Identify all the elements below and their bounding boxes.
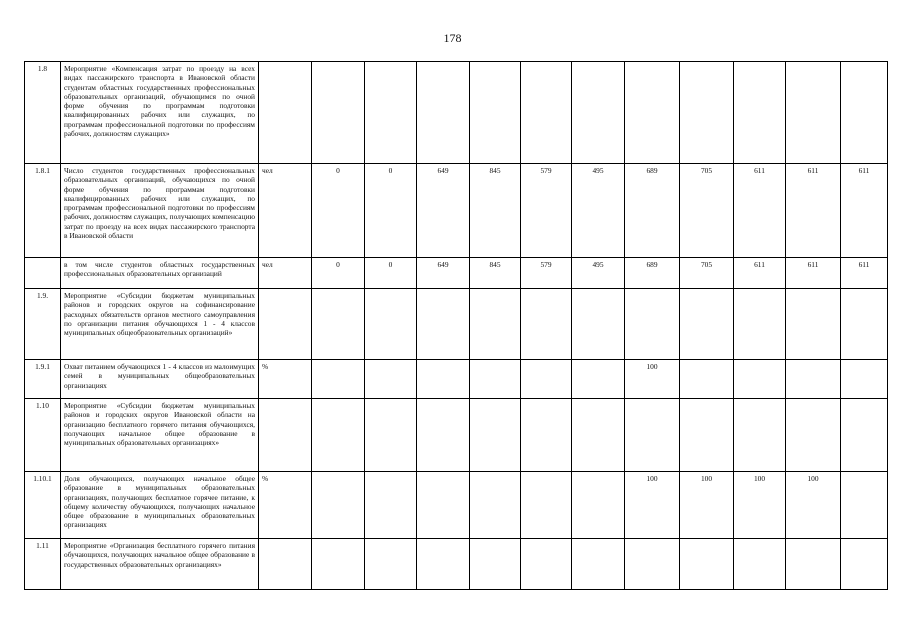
value-cell: 495: [572, 258, 625, 289]
value-cell: [312, 360, 365, 399]
value-cell: 0: [365, 164, 417, 258]
row-unit: [259, 399, 312, 472]
value-cell: [470, 399, 521, 472]
table-row: [25, 399, 888, 472]
row-number: 1.8: [25, 62, 61, 164]
value-cell: 611: [734, 164, 786, 258]
value-cell: [625, 62, 680, 164]
value-cell: 689: [625, 258, 680, 289]
value-cell: [625, 289, 680, 360]
table-row: [25, 360, 888, 399]
table-row: [25, 472, 888, 539]
page-number: 178: [443, 31, 462, 45]
value-cell: [417, 539, 470, 590]
value-cell: 100: [786, 472, 841, 539]
value-cell: [841, 472, 888, 539]
value-cell: [841, 360, 888, 399]
value-cell: [312, 289, 365, 360]
value-cell: [734, 539, 786, 590]
value-cell: 0: [312, 164, 365, 258]
value-cell: [572, 472, 625, 539]
value-cell: [680, 289, 734, 360]
value-cell: [312, 539, 365, 590]
value-cell: [365, 539, 417, 590]
value-cell: [312, 472, 365, 539]
value-cell: [734, 399, 786, 472]
value-cell: 100: [625, 360, 680, 399]
value-cell: 649: [417, 164, 470, 258]
value-cell: [521, 539, 572, 590]
value-cell: [680, 62, 734, 164]
value-cell: 0: [365, 258, 417, 289]
value-cell: [521, 399, 572, 472]
value-cell: 611: [841, 164, 888, 258]
value-cell: 845: [470, 164, 521, 258]
value-cell: [786, 360, 841, 399]
value-cell: [680, 539, 734, 590]
value-cell: [521, 472, 572, 539]
value-cell: [734, 62, 786, 164]
value-cell: [572, 360, 625, 399]
value-cell: 611: [786, 164, 841, 258]
value-cell: [521, 360, 572, 399]
row-description: Число студентов государственных профессиональных образовательных организаций, обучающихся по очной форме обучения по программам подготовки квалифицированных рабочих или служащих, по программам профессиональной подготовки по профессиям рабочих, должностям служащих, получающих компенсацию затрат по проезду на всех видах пассажирского транспорта в Ивановской области: [61, 164, 259, 258]
value-cell: [572, 539, 625, 590]
value-cell: 100: [680, 472, 734, 539]
table-row: [25, 164, 888, 258]
value-cell: [417, 399, 470, 472]
value-cell: 649: [417, 258, 470, 289]
row-number: 1.9.: [25, 289, 61, 360]
value-cell: [312, 399, 365, 472]
value-cell: [417, 472, 470, 539]
value-cell: [572, 62, 625, 164]
row-number: [25, 258, 61, 289]
value-cell: 579: [521, 164, 572, 258]
row-description: Охват питанием обучающихся 1 - 4 классов из малоимущих семей в муниципальных общеобразовательных организациях: [61, 360, 259, 399]
value-cell: [365, 62, 417, 164]
row-description: Мероприятие «Организация бесплатного горячего питания обучающихся, получающих начальное общее образование в государственных образовательных организациях»: [61, 539, 259, 590]
value-cell: [841, 539, 888, 590]
value-cell: 689: [625, 164, 680, 258]
row-number: 1.11: [25, 539, 61, 590]
value-cell: [417, 360, 470, 399]
value-cell: 611: [841, 258, 888, 289]
value-cell: 705: [680, 258, 734, 289]
value-cell: [470, 472, 521, 539]
row-description: Мероприятие «Компенсация затрат по проезду на всех видах пассажирского транспорта в Ивановской области студентам областных государственных профессиональных образовательных организаций, обучающимся по очной форме обучения по программам подготовки квалифицированных рабочих или служащих, по программам профессиональной подготовки по профессиям рабочих, должностям служащих»: [61, 62, 259, 164]
indicators-table: [24, 61, 888, 590]
value-cell: 611: [786, 258, 841, 289]
table-row: [25, 539, 888, 590]
value-cell: [365, 289, 417, 360]
value-cell: [470, 539, 521, 590]
value-cell: [417, 289, 470, 360]
value-cell: [680, 360, 734, 399]
row-number: 1.10: [25, 399, 61, 472]
value-cell: [521, 62, 572, 164]
row-description: Доля обучающихся, получающих начальное общее образование в муниципальных образовательных организациях, получающих бесплатное горячее питание, к общему количеству обучающихся, получающих начальное общее образование в муниципальных образовательных организациях: [61, 472, 259, 539]
row-unit: %: [259, 472, 312, 539]
row-number: 1.8.1: [25, 164, 61, 258]
row-unit: чел: [259, 258, 312, 289]
value-cell: [841, 289, 888, 360]
value-cell: 100: [625, 472, 680, 539]
value-cell: [572, 399, 625, 472]
value-cell: [680, 399, 734, 472]
value-cell: [625, 539, 680, 590]
value-cell: [312, 62, 365, 164]
value-cell: [734, 360, 786, 399]
value-cell: 0: [312, 258, 365, 289]
row-unit: [259, 289, 312, 360]
row-number: 1.9.1: [25, 360, 61, 399]
row-unit: %: [259, 360, 312, 399]
row-description: в том числе студентов областных государственных профессиональных образовательных организаций: [61, 258, 259, 289]
table-row: [25, 289, 888, 360]
row-unit: [259, 62, 312, 164]
value-cell: 100: [734, 472, 786, 539]
value-cell: [365, 360, 417, 399]
value-cell: [365, 472, 417, 539]
value-cell: 495: [572, 164, 625, 258]
row-description: Мероприятие «Субсидии бюджетам муниципальных районов и городских округов на софинансирование расходных обязательств органов местного самоуправления по организации питания обучающихся 1 - 4 классов муниципальных общеобразовательных организаций»: [61, 289, 259, 360]
value-cell: [734, 289, 786, 360]
value-cell: 845: [470, 258, 521, 289]
table-row: [25, 258, 888, 289]
table-row: [25, 62, 888, 164]
row-unit: чел: [259, 164, 312, 258]
value-cell: [786, 289, 841, 360]
value-cell: [786, 399, 841, 472]
value-cell: [841, 399, 888, 472]
value-cell: [365, 399, 417, 472]
value-cell: [470, 360, 521, 399]
row-number: 1.10.1: [25, 472, 61, 539]
value-cell: [521, 289, 572, 360]
value-cell: 705: [680, 164, 734, 258]
value-cell: [470, 289, 521, 360]
value-cell: [786, 62, 841, 164]
value-cell: 579: [521, 258, 572, 289]
value-cell: 611: [734, 258, 786, 289]
row-unit: [259, 539, 312, 590]
value-cell: [470, 62, 521, 164]
value-cell: [786, 539, 841, 590]
value-cell: [417, 62, 470, 164]
value-cell: [841, 62, 888, 164]
row-description: Мероприятие «Субсидии бюджетам муниципальных районов и городских округов Ивановской области на организацию бесплатного горячего питания обучающихся, получающих начальное общее образование в муниципальных образовательных организациях»: [61, 399, 259, 472]
value-cell: [572, 289, 625, 360]
value-cell: [625, 399, 680, 472]
